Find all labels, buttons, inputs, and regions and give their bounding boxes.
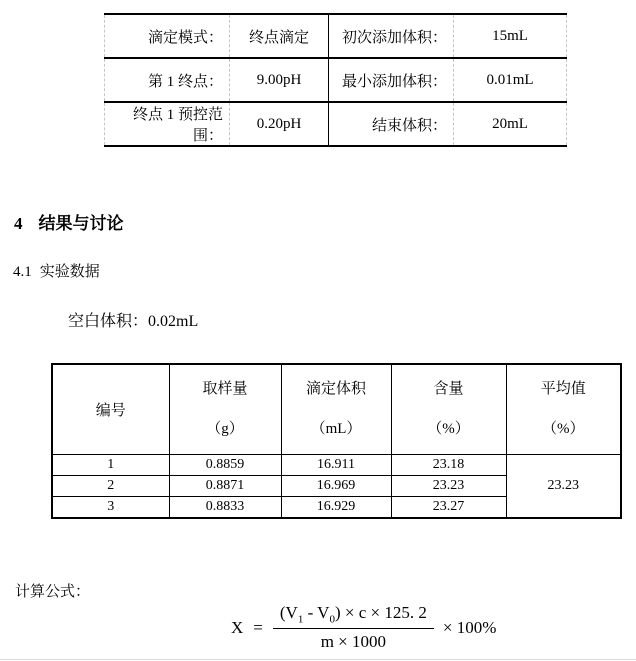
numerator-part: ) × c × 125. 2 — [334, 603, 427, 622]
blank-volume-line — [68, 308, 198, 331]
setting-value: 0.01mL — [454, 58, 567, 102]
header-unit: （%） — [542, 421, 585, 437]
subsection-title: 实验数据 — [39, 264, 100, 280]
header-cell-average — [506, 364, 621, 455]
setting-label: 第 1 终点： — [105, 58, 230, 102]
formula-suffix: × 100% — [442, 617, 497, 637]
header-unit: （%） — [427, 421, 470, 437]
setting-value: 0.20pH — [230, 102, 329, 146]
titration-settings-table — [104, 13, 567, 147]
formula-lhs: X — [231, 617, 244, 637]
header-name: 取样量 — [202, 381, 248, 397]
setting-value: 15mL — [454, 14, 567, 58]
data-row — [52, 455, 621, 476]
setting-value: 20mL — [454, 102, 567, 146]
setting-value: 9.00pH — [230, 58, 329, 102]
numerator-part: (V — [279, 603, 298, 622]
setting-label: 终点 1 预控范围： — [105, 102, 230, 146]
cell-id: 3 — [52, 497, 169, 518]
cell-content: 23.27 — [391, 497, 506, 518]
cell-content: 23.23 — [391, 476, 506, 497]
subscript: 1 — [297, 613, 304, 626]
cell-id: 1 — [52, 455, 169, 476]
blank-volume-value: 0.02mL — [148, 313, 199, 330]
setting-label: 结束体积： — [329, 102, 454, 146]
settings-row — [105, 102, 567, 146]
settings-row — [105, 14, 567, 58]
cell-content: 23.18 — [391, 455, 506, 476]
fraction-denominator: m × 1000 — [320, 632, 387, 652]
fraction-numerator — [273, 603, 434, 629]
setting-value: 终点滴定 — [230, 14, 329, 58]
experimental-data-table — [51, 363, 622, 519]
header-cell-id: 编号 — [52, 364, 169, 455]
setting-label: 滴定模式： — [105, 14, 230, 58]
cell-average: 23.23 — [506, 455, 621, 518]
header-name: 平均值 — [540, 381, 586, 397]
subsection-heading — [13, 260, 100, 281]
header-name: 含量 — [433, 381, 464, 397]
cell-id: 2 — [52, 476, 169, 497]
cell-sample-mass: 0.8871 — [169, 476, 281, 497]
numerator-part: - V — [303, 603, 330, 622]
cell-sample-mass: 0.8859 — [169, 455, 281, 476]
cell-titration-volume: 16.929 — [281, 497, 391, 518]
section-number: 4 — [14, 214, 23, 233]
cell-titration-volume: 16.911 — [281, 455, 391, 476]
header-unit: （g） — [206, 421, 244, 437]
setting-label: 最小添加体积： — [329, 58, 454, 102]
data-table-header-row — [52, 364, 621, 455]
settings-row — [105, 58, 567, 102]
header-cell-sample-mass — [169, 364, 281, 455]
equals-sign: = — [253, 617, 263, 637]
setting-label: 初次添加体积： — [329, 14, 454, 58]
section-heading — [14, 209, 124, 234]
cell-sample-mass: 0.8833 — [169, 497, 281, 518]
section-title: 结果与讨论 — [38, 214, 124, 233]
header-name: 滴定体积 — [305, 381, 366, 397]
calculation-formula — [231, 603, 496, 652]
blank-volume-label: 空白体积： — [68, 313, 149, 330]
fraction — [273, 603, 434, 652]
header-unit: （mL） — [310, 421, 362, 437]
cell-titration-volume: 16.969 — [281, 476, 391, 497]
header-cell-content — [391, 364, 506, 455]
header-cell-titration-volume — [281, 364, 391, 455]
subsection-number: 4.1 — [13, 264, 32, 280]
subscript: 0 — [329, 613, 335, 626]
formula-label: 计算公式： — [15, 584, 91, 600]
